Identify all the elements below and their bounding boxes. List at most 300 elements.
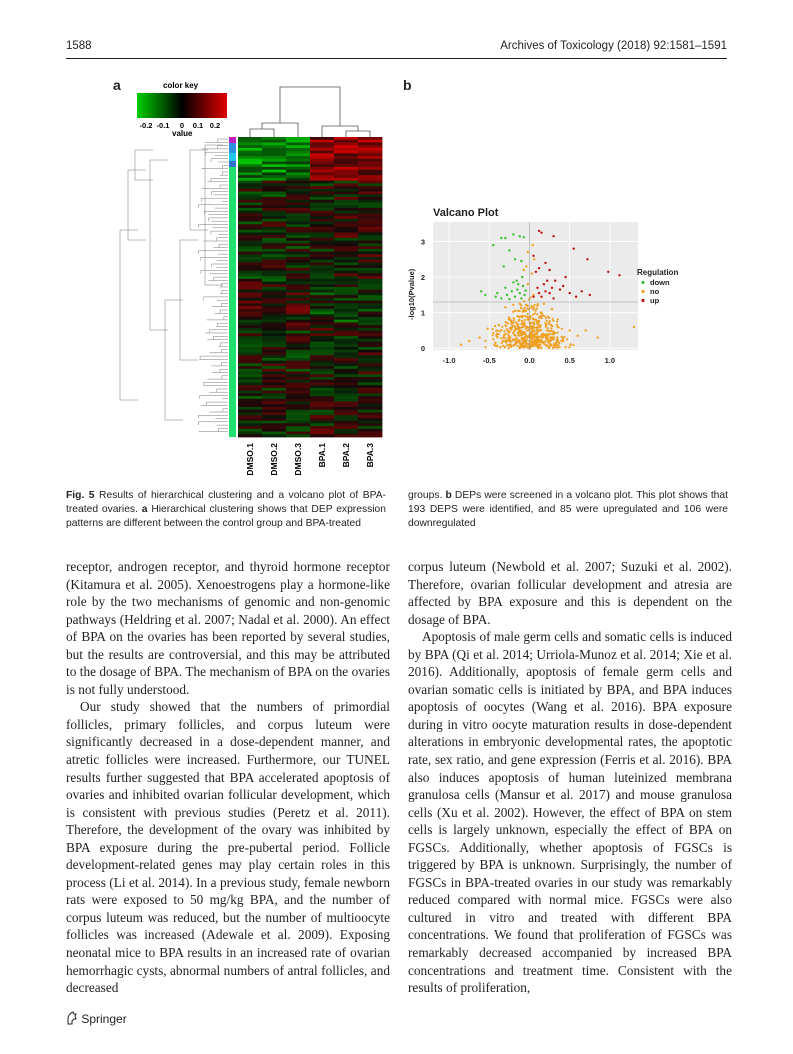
data-point — [540, 325, 542, 327]
data-point-no — [530, 331, 532, 333]
data-point — [534, 304, 536, 306]
data-point — [547, 334, 549, 336]
column-dendrogram — [250, 87, 370, 137]
data-point-up — [532, 296, 534, 298]
data-point-no — [536, 342, 538, 344]
heatmap-cell — [310, 393, 334, 396]
data-point-down — [504, 237, 506, 239]
data-point-no — [503, 336, 505, 338]
data-point-no — [527, 283, 529, 285]
data-point-down — [495, 296, 497, 298]
data-point — [535, 339, 537, 341]
heatmap-cell — [286, 170, 310, 173]
data-point-no — [523, 336, 525, 338]
data-point — [536, 329, 538, 331]
heatmap-cell — [238, 339, 262, 342]
heatmap-cell — [310, 301, 334, 304]
heatmap-cell — [286, 393, 310, 396]
heatmap-cell — [358, 287, 382, 290]
data-point — [493, 344, 495, 346]
heatmap-cell — [334, 322, 358, 325]
heatmap-cell — [310, 415, 334, 418]
heatmap-cell — [238, 271, 262, 274]
heatmap-cell — [238, 355, 262, 358]
data-point-down — [508, 249, 510, 251]
data-point — [530, 328, 532, 330]
heatmap-cell — [358, 312, 382, 315]
heatmap-cell — [262, 238, 286, 241]
color-key-tick-label: 0.2 — [209, 121, 221, 130]
data-point — [552, 318, 554, 320]
heatmap-cell — [334, 314, 358, 317]
heatmap-cell — [238, 186, 262, 189]
heatmap-cell — [238, 295, 262, 298]
column-label: DMSO.2 — [269, 443, 279, 476]
heatmap-cell — [262, 385, 286, 388]
data-point — [559, 346, 561, 348]
heatmap-cell — [310, 320, 334, 323]
heatmap-cell — [238, 298, 262, 301]
heatmap-cell — [310, 142, 334, 145]
heatmap-cell — [358, 211, 382, 214]
heatmap-cell — [238, 235, 262, 238]
heatmap-cell — [238, 380, 262, 383]
heatmap-cell — [238, 432, 262, 435]
heatmap-cell — [286, 399, 310, 402]
heatmap-cell — [310, 322, 334, 325]
heatmap-cell — [286, 224, 310, 227]
data-point-down — [520, 297, 522, 299]
heatmap-cell — [238, 391, 262, 394]
color-key-xlabel: value — [172, 129, 193, 138]
heatmap-cell — [238, 142, 262, 145]
journal-citation: Archives of Toxicology (2018) 92:1581–1591 — [500, 40, 727, 52]
heatmap-cell — [358, 358, 382, 361]
heatmap-cell — [238, 200, 262, 203]
data-point — [518, 319, 520, 321]
heatmap-cells — [238, 137, 382, 437]
data-point-down — [519, 292, 521, 294]
heatmap-cell — [262, 200, 286, 203]
dendrogram-branch — [250, 129, 274, 137]
data-point — [517, 310, 519, 312]
heatmap-cell — [262, 257, 286, 260]
heatmap-cell — [286, 287, 310, 290]
dendrogram-branch — [346, 131, 370, 137]
heatmap-cell — [262, 162, 286, 165]
heatmap-cell — [238, 303, 262, 306]
heatmap-cell — [334, 328, 358, 331]
heatmap-cell — [238, 219, 262, 222]
heatmap-cell — [286, 391, 310, 394]
heatmap-cell — [358, 317, 382, 320]
heatmap-cell — [358, 320, 382, 323]
heatmap-cell — [262, 320, 286, 323]
heatmap-cell — [334, 232, 358, 235]
heatmap-cell — [310, 216, 334, 219]
heatmap-cell — [358, 137, 382, 140]
heatmap-cell — [358, 208, 382, 211]
heatmap-cell — [262, 208, 286, 211]
heatmap-cell — [286, 369, 310, 372]
heatmap-cell — [262, 284, 286, 287]
heatmap-cell — [238, 374, 262, 377]
data-point — [518, 347, 520, 349]
heatmap-cell — [262, 377, 286, 380]
heatmap-cell — [262, 197, 286, 200]
heatmap-cell — [262, 314, 286, 317]
heatmap-cell — [286, 142, 310, 145]
data-point — [500, 337, 502, 339]
heatmap-cell — [238, 227, 262, 230]
data-point-no — [597, 336, 599, 338]
heatmap-cell — [358, 306, 382, 309]
heatmap-cell — [262, 273, 286, 276]
heatmap-cell — [286, 216, 310, 219]
heatmap-cell — [262, 423, 286, 426]
heatmap-cell — [262, 342, 286, 345]
heatmap-cell — [262, 230, 286, 233]
column-label: DMSO.1 — [245, 443, 255, 476]
data-point — [543, 342, 545, 344]
data-point — [504, 346, 506, 348]
heatmap-cell — [262, 382, 286, 385]
data-point — [505, 321, 507, 323]
heatmap-cell — [286, 164, 310, 167]
data-point — [521, 337, 523, 339]
heatmap-cell — [334, 402, 358, 405]
heatmap-cell — [358, 322, 382, 325]
heatmap-cell — [238, 399, 262, 402]
heatmap-cell — [262, 202, 286, 205]
heatmap-cell — [262, 434, 286, 437]
heatmap-cell — [286, 314, 310, 317]
data-point — [532, 314, 534, 316]
publisher-name: Springer — [81, 1012, 127, 1026]
heatmap-cell — [310, 202, 334, 205]
heatmap-cell — [262, 246, 286, 249]
heatmap-cell — [238, 178, 262, 181]
heatmap-cell — [238, 344, 262, 347]
heatmap-cell — [238, 415, 262, 418]
data-point — [572, 344, 574, 346]
heatmap-cell — [262, 290, 286, 293]
heatmap-cell — [358, 282, 382, 285]
heatmap-cell — [358, 290, 382, 293]
heatmap-cell — [358, 151, 382, 154]
data-point — [552, 330, 554, 332]
heatmap-cell — [334, 432, 358, 435]
heatmap-cell — [262, 432, 286, 435]
data-point — [533, 307, 535, 309]
legend-swatch — [641, 290, 644, 293]
data-point-no — [523, 269, 525, 271]
heatmap-cell — [286, 178, 310, 181]
heatmap-cell — [238, 393, 262, 396]
data-point — [526, 335, 528, 337]
data-point-no — [504, 306, 506, 308]
heatmap-cell — [358, 410, 382, 413]
heatmap-cell — [238, 331, 262, 334]
heatmap-cell — [358, 396, 382, 399]
data-point — [508, 338, 510, 340]
heatmap-cell — [334, 219, 358, 222]
color-key-tick-label: -0.1 — [156, 121, 170, 130]
heatmap-cell — [286, 388, 310, 391]
heatmap-cell — [358, 388, 382, 391]
dendrogram-branch — [322, 126, 358, 137]
data-point — [556, 320, 558, 322]
heatmap-cell — [262, 205, 286, 208]
heatmap-cell — [238, 402, 262, 405]
heatmap-cell — [334, 301, 358, 304]
heatmap-cell — [238, 282, 262, 285]
heatmap-cell — [358, 189, 382, 192]
dendrogram-branch — [280, 87, 340, 126]
heatmap-cell — [286, 262, 310, 265]
data-point — [546, 339, 548, 341]
heatmap-cell — [334, 393, 358, 396]
heatmap-cell — [334, 181, 358, 184]
heatmap-cell — [310, 194, 334, 197]
heatmap-cell — [310, 213, 334, 216]
heatmap-cell — [262, 350, 286, 353]
heatmap-cell — [262, 355, 286, 358]
data-point-down — [514, 296, 516, 298]
data-point-down — [500, 297, 502, 299]
heatmap-cell — [238, 347, 262, 350]
color-key-title: color key — [163, 81, 199, 90]
heatmap-cell — [358, 350, 382, 353]
data-point — [541, 333, 543, 335]
heatmap-cell — [358, 421, 382, 424]
color-key — [137, 81, 227, 138]
heatmap-cell — [238, 410, 262, 413]
data-point — [505, 325, 507, 327]
heatmap-cell — [286, 434, 310, 437]
heatmap-cell — [286, 183, 310, 186]
data-point-down — [519, 235, 521, 237]
legend — [641, 278, 670, 305]
heatmap-cell — [358, 145, 382, 148]
side-color-cluster — [229, 143, 236, 153]
heatmap-cell — [334, 396, 358, 399]
heatmap-cell — [358, 265, 382, 268]
heatmap-cell — [334, 363, 358, 366]
x-tick-label: 0.5 — [564, 356, 575, 365]
heatmap-cell — [334, 276, 358, 279]
heatmap-cell — [238, 382, 262, 385]
data-point-up — [532, 255, 534, 257]
heatmap-cell — [310, 295, 334, 298]
heatmap-cell — [334, 200, 358, 203]
heatmap-cell — [238, 377, 262, 380]
heatmap-cell — [334, 262, 358, 265]
heatmap-cell — [334, 145, 358, 148]
data-point — [545, 326, 547, 328]
y-tick-label: 2 — [420, 273, 425, 283]
data-point-no — [468, 340, 470, 342]
data-point-no — [478, 336, 480, 338]
heatmap-cell — [358, 295, 382, 298]
data-point — [550, 336, 552, 338]
data-point — [554, 332, 556, 334]
heatmap-cell — [310, 325, 334, 328]
heatmap-cell — [358, 159, 382, 162]
data-point-no — [556, 326, 558, 328]
data-point-no — [548, 333, 550, 335]
y-tick-labels — [421, 238, 425, 354]
data-point — [547, 322, 549, 324]
heatmap-cell — [238, 312, 262, 315]
heatmap-cell — [334, 164, 358, 167]
heatmap-cell — [262, 224, 286, 227]
heatmap-cell — [334, 306, 358, 309]
heatmap-cell — [334, 421, 358, 424]
data-point — [529, 347, 531, 349]
heatmap-cell — [262, 328, 286, 331]
heatmap-cell — [358, 374, 382, 377]
data-point-down — [506, 294, 508, 296]
heatmap-cell — [238, 358, 262, 361]
heatmap-cell — [358, 164, 382, 167]
data-point-no — [569, 329, 571, 331]
heatmap-cell — [334, 352, 358, 355]
heatmap-cell — [238, 336, 262, 339]
data-point — [511, 326, 513, 328]
heatmap-cell — [334, 192, 358, 195]
data-point — [510, 340, 512, 342]
heatmap-cell — [262, 189, 286, 192]
heatmap-cell — [238, 268, 262, 271]
data-point — [552, 320, 554, 322]
heatmap-cell — [334, 235, 358, 238]
data-point — [548, 317, 550, 319]
heatmap-cell — [310, 352, 334, 355]
data-point — [556, 347, 558, 349]
data-point — [548, 347, 550, 349]
data-point-no — [532, 244, 534, 246]
data-point — [534, 344, 536, 346]
data-point — [550, 327, 552, 329]
data-point-up — [552, 297, 554, 299]
data-point — [512, 339, 514, 341]
heatmap-cell — [286, 181, 310, 184]
data-point — [539, 336, 541, 338]
data-point — [557, 344, 559, 346]
heatmap-cell — [286, 432, 310, 435]
heatmap-cell — [358, 197, 382, 200]
heatmap-cell — [358, 262, 382, 265]
data-point — [531, 305, 533, 307]
heatmap-cell — [262, 333, 286, 336]
heatmap-cell — [262, 339, 286, 342]
heatmap-cell — [334, 260, 358, 263]
heatmap-cell — [238, 317, 262, 320]
legend-label: up — [650, 296, 660, 305]
legend-swatch — [641, 281, 644, 284]
heatmap-cell — [262, 309, 286, 312]
heatmap-cell — [262, 145, 286, 148]
heatmap-cell — [334, 273, 358, 276]
data-point-no — [531, 272, 533, 274]
data-point-up — [538, 292, 540, 294]
heatmap-cell — [310, 162, 334, 165]
heatmap-cell — [262, 181, 286, 184]
color-key-tick-label: 0 — [179, 121, 185, 130]
data-point — [524, 310, 526, 312]
heatmap-cell — [286, 175, 310, 178]
heatmap-cell — [238, 426, 262, 429]
heatmap-cell — [238, 156, 262, 159]
data-point — [550, 324, 552, 326]
heatmap-cell — [286, 382, 310, 385]
heatmap-cell — [286, 331, 310, 334]
heatmap-cell — [358, 241, 382, 244]
heatmap-cell — [334, 391, 358, 394]
paragraph: Our study showed that the numbers of primordial follicles, primary follicles, and corpus luteum were significantly decreased in a dose-dependent manner, and atretic follicles were increased. Furthermore, our TUNEL results further suggested that BPA accelerated apoptosis of ovaries and inhibited ovarian follicular development, which is consistent with previous studies (Peretz et al. 2011). Therefore, the development of the ovary was inhibited by BPA exposure during the pre-pubertal period. Follicle development-related genes may play certain roles in this process (Li et al. 2014). In a previous study, female newborn rats were exposed to 50 mg/kg BPA, and the number of corpus luteum was reduced, but the number of multioocyte follicles was increased (Adewale et al. 2009). Exposing neonatal mice to BPA results in an increased rate of ovarian hemorrhagic cysts, abnormal numbers of antral follicles, and decreased — [66, 699, 390, 996]
heatmap-cell — [262, 159, 286, 162]
heatmap-cell — [358, 407, 382, 410]
data-point-down — [524, 289, 526, 291]
heatmap-cell — [310, 183, 334, 186]
heatmap-cell — [262, 429, 286, 432]
heatmap-cell — [310, 342, 334, 345]
data-point — [522, 332, 524, 334]
paragraph: Apoptosis of male germ cells and somatic cells is induced by BPA (Qi et al. 2014; Urriola-Munoz et al. 2014; Xie et al. 2016). Additionally, apoptosis of female germ cells and ovarian somatic cells is initiated by BPA, and BPA induces apoptosis of oocytes (Wang et al. 2016). BPA exposure during in vitro oocyte maturation results in dose-dependent alterations in embryonic developmental rates, the apoptotic rate, sex ratio, and gene expression (Ferris et al. 2016). BPA also induces apoptosis of human luteinized membrana granulosa cells (Mansur et al. 2017) and mouse granulosa cells (Xu et al. 2002). However, the effect of BPA on stem cells is largely unknown, especially the effect of BPA on FGSCs. Additionally, whether apoptosis of FGSCs is triggered by BPA is unknown. Surprisingly, the number of FGSCs in BPA-treated ovaries in our study was remarkably reduced compared with normal mice. FGSCs were also cultured in vitro and treated with different BPA concentrations. We found that proliferation of FGSCs was remarkably decreased accompanied by increased BPA concentrations and treatment time. Consistent with the results of proliferation, — [408, 629, 732, 996]
heatmap-cell — [262, 241, 286, 244]
heatmap-cell — [310, 355, 334, 358]
heatmap-cell — [286, 246, 310, 249]
heatmap-cell — [334, 404, 358, 407]
heatmap-cell — [334, 350, 358, 353]
data-point — [519, 310, 521, 312]
data-point — [506, 328, 508, 330]
data-point — [494, 342, 496, 344]
heatmap-cell — [310, 200, 334, 203]
heatmap-cell — [310, 421, 334, 424]
data-point — [523, 324, 525, 326]
data-point — [562, 337, 564, 339]
heatmap-cell — [262, 287, 286, 290]
heatmap-cell — [334, 320, 358, 323]
heatmap-cell — [334, 211, 358, 214]
heatmap-cell — [310, 432, 334, 435]
data-point — [530, 296, 532, 298]
heatmap-cell — [286, 227, 310, 230]
heatmap-cell — [334, 208, 358, 211]
data-point-up — [538, 230, 540, 232]
heatmap-cell — [310, 303, 334, 306]
heatmap-cell — [238, 230, 262, 233]
heatmap-cell — [262, 170, 286, 173]
heatmap-cell — [310, 224, 334, 227]
heatmap-cell — [310, 426, 334, 429]
heatmap-cell — [286, 159, 310, 162]
data-point-no — [551, 308, 553, 310]
heatmap-cell — [262, 366, 286, 369]
column-label: BPA.3 — [365, 443, 375, 468]
heatmap-cell — [334, 426, 358, 429]
heatmap-cell — [334, 197, 358, 200]
heatmap-cell — [238, 342, 262, 345]
caption-a-label: a — [141, 504, 148, 515]
heatmap-cell — [310, 232, 334, 235]
heatmap-cell — [334, 290, 358, 293]
heatmap-cell — [358, 167, 382, 170]
heatmap-cell — [358, 391, 382, 394]
heatmap-cell — [238, 213, 262, 216]
